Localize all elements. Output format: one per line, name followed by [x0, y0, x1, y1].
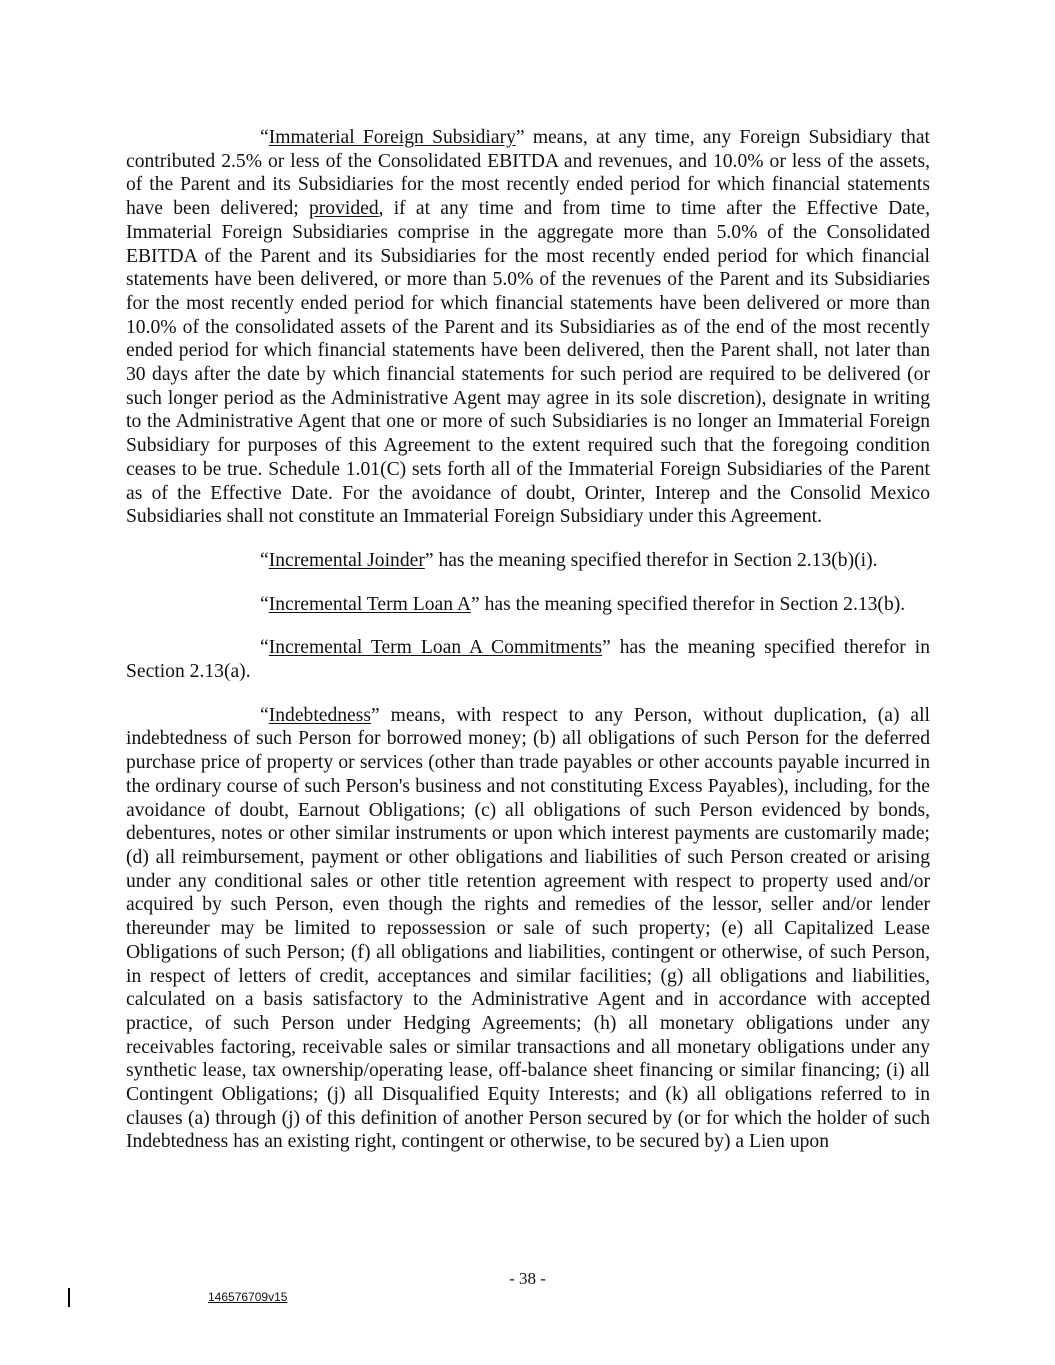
open-quote: “ [260, 549, 269, 571]
definition-incremental-term-loan-a-commitments [126, 636, 930, 683]
document-body [126, 126, 930, 1174]
definition-text: ” has the meaning specified therefor in Section 2.13(a). [126, 637, 930, 683]
definition-text: ” has the meaning specified therefor in Section 2.13(b)(i). [424, 549, 878, 571]
revision-bar [68, 1288, 70, 1307]
definition-indebtedness [126, 704, 930, 1154]
defined-term: Incremental Term Loan A [268, 593, 471, 615]
open-quote: “ [260, 127, 269, 148]
defined-term: Incremental Term Loan A Commitments [268, 637, 603, 659]
defined-term: Incremental Joinder [268, 549, 425, 571]
open-quote: “ [260, 704, 269, 726]
definition-incremental-term-loan-a [126, 593, 930, 617]
definition-text: ” means, at any time, any Foreign Subsidiary that contributed 2.5% or less of the Consolidated EBITDA and revenues, and 10.0% or less of the assets, of the Parent and its Subsidiaries for the most recently ended period for which financial statements have been delivered; [126, 127, 930, 220]
page-number: - 38 - [509, 1269, 546, 1288]
definition-text: ” means, with respect to any Person, without duplication, (a) all indebtedness of such Person for borrowed money; (b) all obligations of such Person for the deferred purchase price of property or services (other than trade payables or other accounts payable incurred in the ordinary course of such Person's business and not constituting Excess Payables), including, for the avoidance of doubt, Earnout Obligations; (c) all obligations of such Person evidenced by bonds, debentures, notes or other similar instruments or upon which interest payments are customarily made; (d) all reimbursement, payment or other obligations and liabilities of such Person created or arising under any conditional sales or other title retention agreement with respect to property used and/or acquired by such Person, even though the rights and remedies of the lessor, seller and/or lender thereunder may be limited to repossession or sale of such property; (e) all Capitalized Lease Obligations of such Person; (f) all obligations and liabilities, contingent or otherwise, of such Person, in respect of letters of credit, acceptances and similar facilities; (g) all obligations and liabilities, calculated on a basis satisfactory to the Administrative Agent and in accordance with accepted practice, of such Person under Hedging Agreements; (h) all monetary obligations under any receivables factoring, receivable sales or similar transactions and all monetary obligations under any synthetic lease, tax ownership/operating lease, off-balance sheet financing or similar financing; (i) all Contingent Obligations; (j) all Disqualified Equity Interests; and (k) all obligations referred to in clauses (a) through (j) of this definition of another Person secured by (or for which the holder of such Indebtedness has an existing right, contingent or otherwise, to be secured by) a Lien upon [126, 704, 930, 1153]
provided-term: provided [308, 198, 379, 220]
definition-text-continued: , if at any time and from time to time after the Effective Date, Immaterial Foreign Subsidiaries comprise in the aggregate more than 5.0% of the Consolidated EBITDA of the Parent and its Subsidiaries for the most recently ended period for which financial statements have been delivered, or more than 5.0% of the revenues of the Parent and its Subsidiaries for the most recently ended period for which financial statements have been delivered or more than 10.0% of the consolidated assets of the Parent and its Subsidiaries as of the end of the most recently ended period for which financial statements have been delivered, then the Parent shall, not later than 30 days after the date by which financial statements for such period are required to be delivered (or such longer period as the Administrative Agent may agree in its sole discretion), designate in writing to the Administrative Agent that one or more of such Subsidiaries is no longer an Immaterial Foreign Subsidiary for purposes of this Agreement to the extent required such that the foregoing condition ceases to be true. Schedule 1.01(C) sets forth all of the Immaterial Foreign Subsidiaries of the Parent as of the Effective Date. For the avoidance of doubt, Orinter, Interep and the Consolid Mexico Subsidiaries shall not constitute an Immaterial Foreign Subsidiary under this Agreement. [126, 198, 930, 528]
definition-text: ” has the meaning specified therefor in Section 2.13(b). [471, 593, 906, 615]
document-id: 146576709v15 [208, 1290, 288, 1304]
definition-immaterial-foreign-subsidiary [126, 126, 930, 529]
defined-term: Indebtedness [268, 704, 371, 726]
open-quote: “ [260, 593, 269, 615]
open-quote: “ [260, 637, 269, 659]
defined-term: Immaterial Foreign Subsidiary [268, 127, 516, 148]
definition-incremental-joinder [126, 549, 930, 573]
